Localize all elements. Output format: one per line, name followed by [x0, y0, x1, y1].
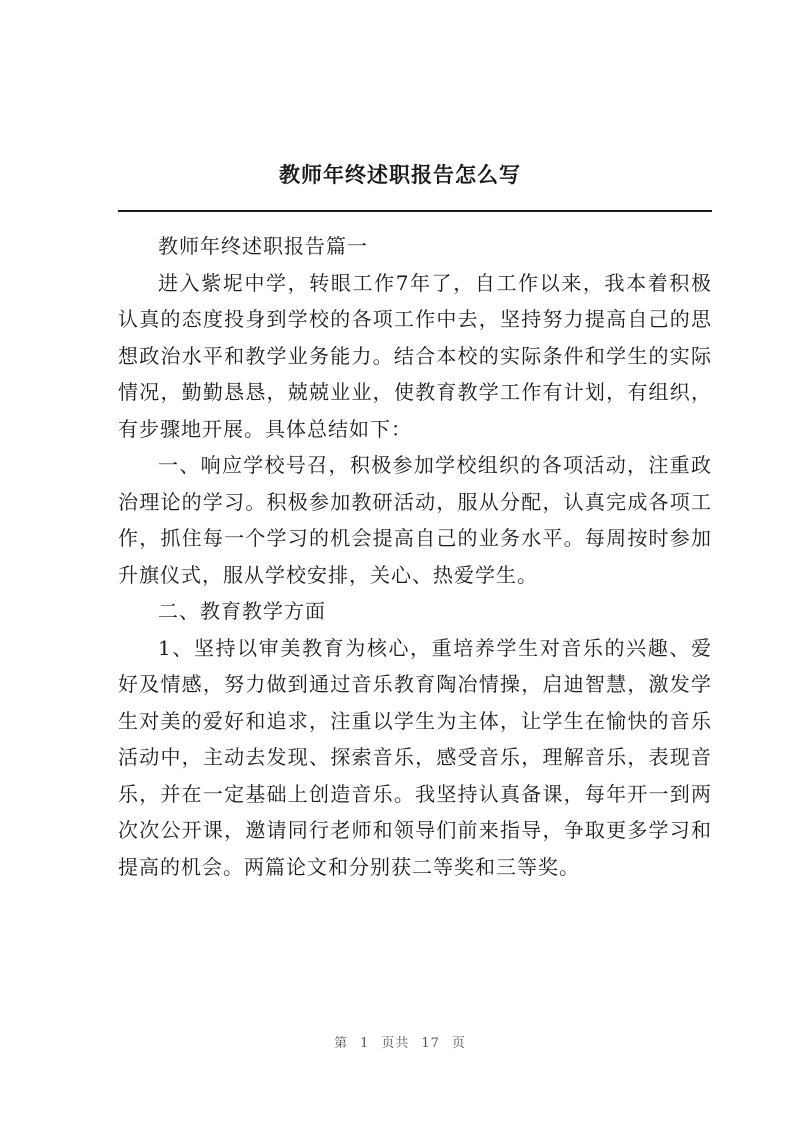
footer-total-pages: 17 — [421, 1036, 440, 1051]
footer-current-page: 1 — [360, 1036, 370, 1051]
footer-of-label: 页共 — [381, 1036, 410, 1051]
title-rule — [118, 210, 712, 212]
section-heading: 二、教育教学方面 — [158, 599, 326, 623]
body-paragraph: 一、响应学校号召，积极参加学校组织的各项活动，注重政治理论的学习。积极参加教研活动，服从分配，认真完成各项工作，抓住每一个学习的机会提高自己的业务水平。每周按时参加升旗仪式，服从学校安排，关心、热爱学生。 — [118, 453, 712, 587]
page-footer — [0, 1032, 800, 1051]
document-title: 教师年终述职报告怎么写 — [279, 162, 521, 187]
document-body — [118, 228, 712, 885]
footer-page-label: 第 — [334, 1036, 349, 1051]
section-heading: 教师年终述职报告篇一 — [158, 234, 368, 258]
body-paragraph: 进入紫坭中学，转眼工作7年了，自工作以来，我本着积极认真的态度投身到学校的各项工作中去，坚持努力提高自己的思想政治水平和教学业务能力。结合本校的实际条件和学生的实际情况，勤勤恳恳，兢兢业业，使教育教学工作有计划，有组织，有步骤地开展。具体总结如下： — [118, 270, 712, 441]
body-paragraph: 1、坚持以审美教育为核心，重培养学生对音乐的兴趣、爱好及情感，努力做到通过音乐教育陶冶情操，启迪智慧，激发学生对美的爱好和追求，注重以学生为主体，让学生在愉快的音乐活动中，主动去发现、探索音乐，感受音乐，理解音乐，表现音乐，并在一定基础上创造音乐。我坚持认真备课，每年开一到两次次公开课，邀请同行老师和领导们前来指导，争取更多学习和提高的机会。两篇论文和分别获二等奖和三等奖。 — [118, 635, 712, 879]
footer-page-end-label: 页 — [451, 1036, 466, 1051]
